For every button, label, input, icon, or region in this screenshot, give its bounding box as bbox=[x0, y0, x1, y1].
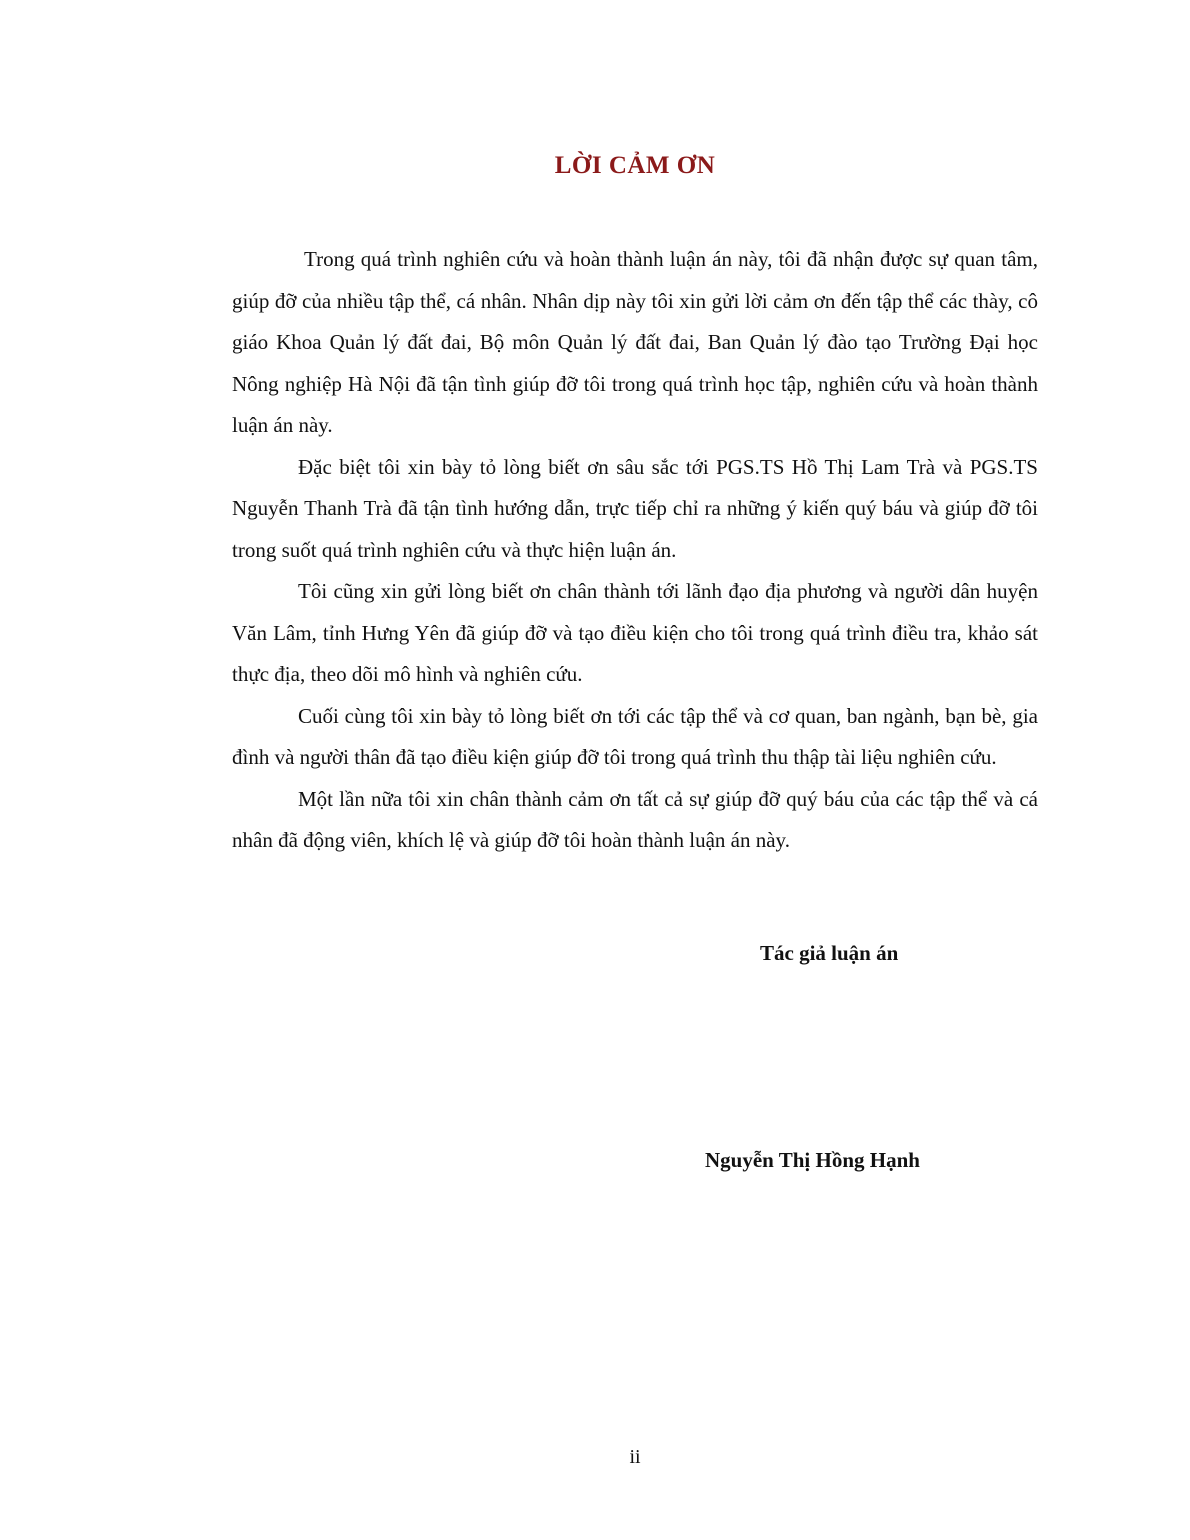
paragraph-2: Đặc biệt tôi xin bày tỏ lòng biết ơn sâu sắc tới PGS.TS Hồ Thị Lam Trà và PGS.TS Nguyễn Thanh Trà đã tận tình hướng dẫn, trực tiếp chỉ ra những ý kiến quý báu và giúp đỡ tôi trong suốt quá trình nghiên cứu và thực hiện luận án. bbox=[232, 454, 1038, 562]
acknowledgement-body bbox=[232, 239, 1038, 862]
paragraph-4: Cuối cùng tôi xin bày tỏ lòng biết ơn tới các tập thể và cơ quan, ban ngành, bạn bè, gia đình và người thân đã tạo điều kiện giúp đỡ tôi trong quá trình thu thập tài liệu nghiên cứu. bbox=[232, 703, 1038, 769]
page-number: ii bbox=[629, 1446, 641, 1468]
paragraph-5: Một lần nữa tôi xin chân thành cảm ơn tất cả sự giúp đỡ quý báu của các tập thể và cá nhân đã động viên, khích lệ và giúp đỡ tôi hoàn thành luận án này. bbox=[232, 786, 1038, 852]
signature-name: Nguyễn Thị Hồng Hạnh bbox=[705, 1148, 920, 1172]
paragraph-1: Trong quá trình nghiên cứu và hoàn thành luận án này, tôi đã nhận được sự quan tâm, giúp đỡ của nhiều tập thể, cá nhân. Nhân dịp này tôi xin gửi lời cảm ơn đến tập thể các thày, cô giáo Khoa Quản lý đất đai, Bộ môn Quản lý đất đai, Ban Quản lý đào tạo Trường Đại học Nông nghiệp Hà Nội đã tận tình giúp đỡ tôi trong quá trình học tập, nghiên cứu và hoàn thành luận án này. bbox=[232, 247, 1038, 437]
paragraph-3: Tôi cũng xin gửi lòng biết ơn chân thành tới lãnh đạo địa phương và người dân huyện Văn Lâm, tỉnh Hưng Yên đã giúp đỡ và tạo điều kiện cho tôi trong quá trình điều tra, khảo sát thực địa, theo dõi mô hình và nghiên cứu. bbox=[232, 579, 1038, 686]
page-title: LỜI CẢM ƠN bbox=[554, 152, 716, 179]
signature-role: Tác giả luận án bbox=[760, 941, 899, 965]
